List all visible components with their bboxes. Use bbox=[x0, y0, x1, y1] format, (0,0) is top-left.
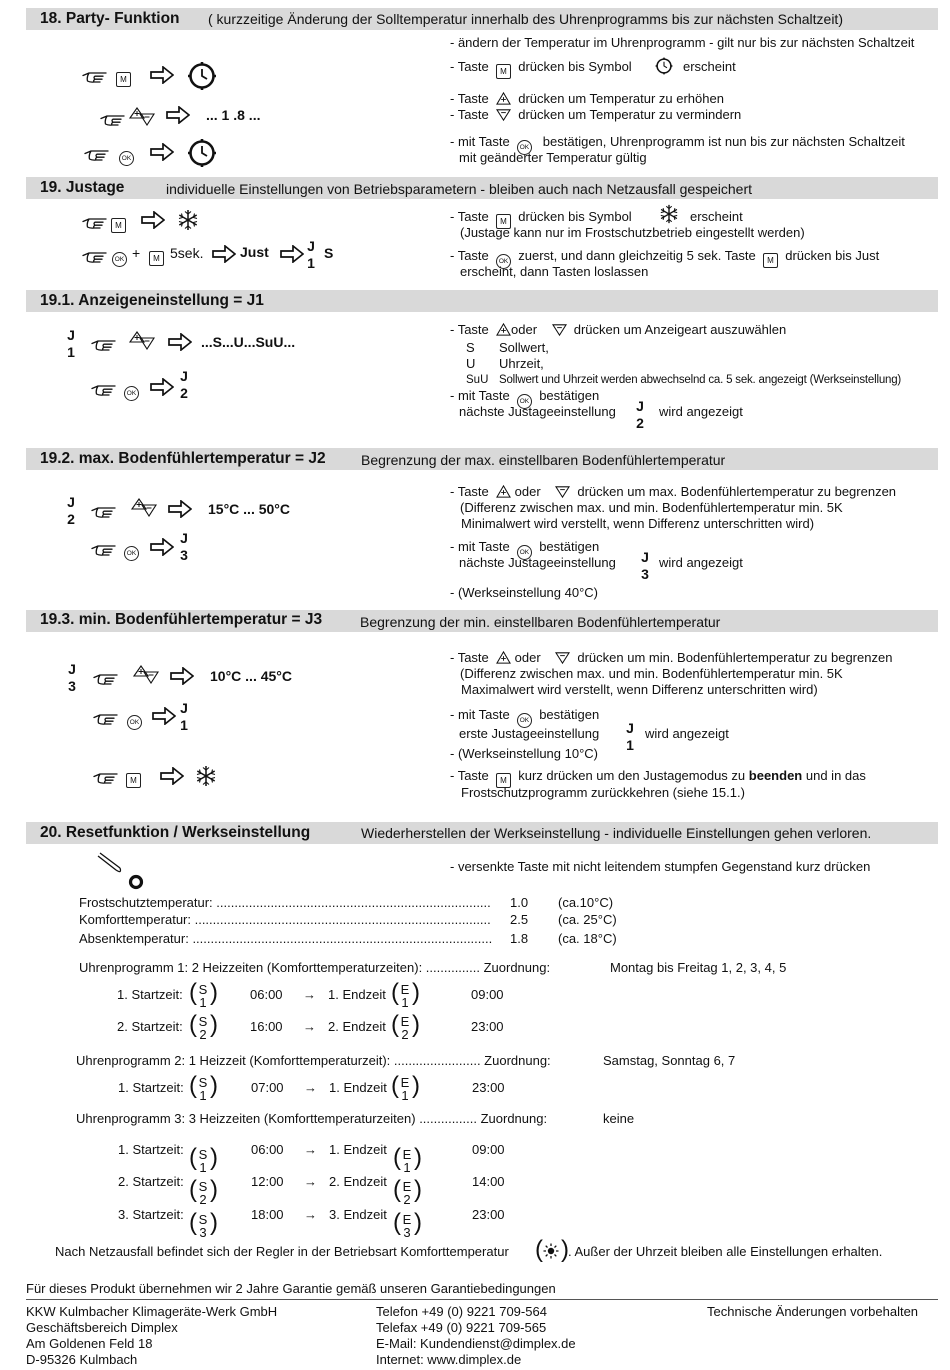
end-label: 1. Endzeit bbox=[329, 1080, 387, 1095]
display-j-number: 2 bbox=[180, 385, 188, 401]
up-down-keys-icon bbox=[128, 330, 156, 350]
paren-left: ( bbox=[391, 1072, 399, 1099]
paren-right: ) bbox=[412, 979, 420, 1006]
start-label: 1. Startzeit: bbox=[117, 987, 183, 1002]
instruction-text: wird angezeigt bbox=[659, 555, 743, 570]
mode-key-icon: M bbox=[496, 773, 511, 788]
display-j-number: 2 bbox=[67, 511, 75, 527]
instruction-text: erscheint bbox=[690, 209, 743, 224]
section-description: Wiederherstellen der Werkseinstellung - individuelle Einstellungen gehen verloren. bbox=[361, 825, 872, 841]
display-j-number: 1 bbox=[626, 737, 634, 753]
arrow-right-icon bbox=[150, 143, 174, 161]
up-down-keys-icon bbox=[130, 497, 158, 517]
display-value: ... 1 .8 ... bbox=[206, 107, 261, 123]
instruction-line: - (Werkseinstellung 40°C) bbox=[450, 585, 599, 600]
power-failure-note: . Außer der Uhrzeit bleiben alle Einstellungen erhalten. bbox=[568, 1244, 883, 1259]
end-label: 1. Endzeit bbox=[328, 987, 386, 1002]
option-key: U bbox=[466, 356, 476, 371]
display-j: J bbox=[636, 398, 644, 414]
instruction-line: - mit Taste OK bestätigen bbox=[450, 707, 599, 728]
hand-press-icon bbox=[91, 540, 117, 556]
ok-key-icon: OK bbox=[517, 545, 532, 560]
fax: Telefax +49 (0) 9221 709-565 bbox=[376, 1320, 547, 1335]
ok-key-icon: OK bbox=[517, 713, 532, 728]
arrow-right-icon bbox=[160, 767, 184, 785]
snowflake-icon bbox=[177, 209, 199, 231]
mode-key-icon: M bbox=[111, 213, 126, 233]
end-symbol-letter: E bbox=[402, 1179, 412, 1194]
hand-press-icon bbox=[91, 502, 117, 518]
instruction-line: (Justage kann nur im Frostschutzbetrieb eingestellt werden) bbox=[460, 225, 805, 240]
email[interactable]: E-Mail: Kundendienst@dimplex.de bbox=[376, 1336, 576, 1351]
display-j-number: 3 bbox=[180, 547, 188, 563]
plus-sign: + bbox=[132, 245, 141, 261]
arrow-right-icon bbox=[150, 66, 174, 84]
temp-label: Frostschutztemperatur: ............................................................................ bbox=[79, 895, 491, 910]
instruction-line: - mit Taste OK bestätigen, Uhrenprogramm ist nun bis zur nächsten Schaltzeit bbox=[450, 134, 905, 155]
instruction-line: - ändern der Temperatur im Uhrenprogramm - gilt nur bis zur nächsten Schaltzeit bbox=[450, 35, 915, 50]
instruction-line: - Taste M drücken bis Symbol bbox=[450, 59, 632, 79]
paren-right: ) bbox=[412, 1072, 420, 1099]
instruction-line: - Taste M kurz drücken um den Justagemodus zu beenden und in das bbox=[450, 768, 866, 788]
arrow-glyph: → bbox=[304, 1080, 317, 1095]
section-title: 19.1. Anzeigeneinstellung = J1 bbox=[40, 292, 264, 309]
option-value: Sollwert, bbox=[499, 340, 549, 355]
section-description: Begrenzung der min. einstellbaren Bodenfühlertemperatur bbox=[360, 614, 721, 630]
hand-press-icon bbox=[93, 669, 119, 685]
start-symbol-letter: S bbox=[198, 1147, 208, 1162]
paren-left: ( bbox=[535, 1236, 543, 1263]
footer-address bbox=[26, 1304, 277, 1368]
ok-key-icon: OK bbox=[119, 145, 134, 166]
instruction-text: nächste Justageeinstellung bbox=[459, 404, 616, 419]
snowflake-icon bbox=[195, 765, 217, 787]
end-label: 2. Endzeit bbox=[329, 1174, 387, 1189]
end-label: 2. Endzeit bbox=[328, 1019, 386, 1034]
reset-pin-icon bbox=[94, 852, 150, 894]
section-title: 20. Resetfunktion / Werkseinstellung bbox=[40, 824, 311, 841]
phone: Telefon +49 (0) 9221 709-564 bbox=[376, 1304, 547, 1319]
mode-key-icon: M bbox=[116, 67, 131, 87]
start-symbol-number: 1 bbox=[199, 995, 207, 1010]
paren-left: ( bbox=[393, 1144, 401, 1171]
arrow-glyph: → bbox=[303, 1019, 316, 1034]
clock-icon bbox=[655, 57, 673, 75]
instruction-line: mit geänderter Temperatur gültig bbox=[459, 150, 647, 165]
end-time: 23:00 bbox=[472, 1080, 505, 1095]
display-j: J bbox=[67, 327, 75, 343]
instruction-line: (Differenz zwischen max. und min. Bodenfühlertemperatur min. 5K bbox=[460, 666, 843, 681]
paren-right: ) bbox=[210, 1209, 218, 1236]
temp-approx: (ca.10°C) bbox=[558, 895, 614, 910]
mode-key-icon: M bbox=[496, 214, 511, 229]
instruction-line: - Taste drücken um Temperatur zu vermindern bbox=[450, 107, 742, 122]
up-down-keys-icon bbox=[132, 664, 160, 684]
temp-label: Absenktemperatur: ................................................................................... bbox=[79, 931, 493, 946]
end-symbol-number: 1 bbox=[401, 1088, 409, 1103]
paren-right: ) bbox=[210, 1176, 218, 1203]
start-label: 1. Startzeit: bbox=[118, 1080, 184, 1095]
temp-approx: (ca. 25°C) bbox=[558, 912, 617, 927]
start-label: 1. Startzeit: bbox=[118, 1142, 184, 1157]
minus-key-icon bbox=[555, 650, 570, 665]
end-time: 14:00 bbox=[472, 1174, 505, 1189]
end-time: 23:00 bbox=[471, 1019, 504, 1034]
section-title: 19.3. min. Bodenfühlertemperatur = J3 bbox=[40, 611, 323, 628]
display-j-number: 3 bbox=[641, 566, 649, 582]
instruction-line: (Differenz zwischen max. und min. Bodenfühlertemperatur min. 5K bbox=[460, 500, 843, 515]
instruction-text: wird angezeigt bbox=[645, 726, 729, 741]
instruction-line: - mit Taste OK bestätigen bbox=[450, 388, 599, 409]
warranty-text: Für dieses Produkt übernehmen wir 2 Jahre Garantie gemäß unseren Garantiebedingungen bbox=[26, 1281, 556, 1296]
start-symbol-number: 2 bbox=[199, 1027, 207, 1042]
hand-press-icon bbox=[93, 709, 119, 725]
display-value: 10°C ... 45°C bbox=[210, 668, 293, 684]
hand-press-icon bbox=[91, 335, 117, 351]
display-j: J bbox=[626, 720, 634, 736]
plus-key-icon bbox=[496, 322, 511, 337]
address-line: Geschäftsbereich Dimplex bbox=[26, 1320, 178, 1335]
paren-right: ) bbox=[414, 1209, 422, 1236]
arrow-right-icon bbox=[212, 245, 236, 263]
paren-left: ( bbox=[189, 1011, 197, 1038]
address-line: D-95326 Kulmbach bbox=[26, 1352, 138, 1367]
arrow-glyph: → bbox=[303, 987, 316, 1002]
section-title: 19.2. max. Bodenfühlertemperatur = J2 bbox=[40, 450, 326, 467]
section-title: 18. Party- Funktion bbox=[40, 10, 180, 27]
end-time: 23:00 bbox=[472, 1207, 505, 1222]
arrow-right-icon bbox=[152, 707, 176, 725]
paren-left: ( bbox=[189, 979, 197, 1006]
paren-left: ( bbox=[393, 1209, 401, 1236]
start-symbol-letter: S bbox=[198, 1179, 208, 1194]
option-value: Uhrzeit, bbox=[499, 356, 544, 371]
mode-key-icon: M bbox=[496, 64, 511, 79]
instruction-line: - Taste oder drücken um min. Bodenfühlertemperatur zu begrenzen bbox=[450, 650, 893, 665]
instruction-line: - versenkte Taste mit nicht leitendem stumpfen Gegenstand kurz drücken bbox=[450, 859, 871, 874]
address-line: Am Goldenen Feld 18 bbox=[26, 1336, 153, 1351]
paren-left: ( bbox=[189, 1209, 197, 1236]
end-time: 09:00 bbox=[471, 987, 504, 1002]
end-label: 3. Endzeit bbox=[329, 1207, 387, 1222]
paren-right: ) bbox=[210, 979, 218, 1006]
end-symbol-number: 1 bbox=[401, 995, 409, 1010]
section-description: ( kurzzeitige Änderung der Solltemperatur innerhalb des Uhrenprogramms bis zur nächsten Schaltzeit) bbox=[208, 11, 843, 27]
hand-press-icon bbox=[93, 768, 119, 784]
end-symbol-number: 2 bbox=[401, 1027, 409, 1042]
arrow-right-icon bbox=[150, 378, 174, 396]
mode-key-icon: M bbox=[126, 768, 141, 788]
end-symbol-letter: E bbox=[400, 1014, 410, 1029]
start-symbol-letter: S bbox=[198, 1212, 208, 1227]
plus-key-icon bbox=[496, 91, 511, 106]
plus-key-icon bbox=[496, 484, 511, 499]
arrow-glyph: → bbox=[304, 1207, 317, 1222]
instruction-text: erste Justageeinstellung bbox=[459, 726, 600, 741]
display-j: J bbox=[641, 549, 649, 565]
instruction-line: Maximalwert wird verstellt, wenn Differenz unterschritten wird) bbox=[461, 682, 818, 697]
instruction-line: - Taste OK zuerst, und dann gleichzeitig 5 sek. Taste M drücken bis Just bbox=[450, 248, 879, 269]
end-symbol-letter: E bbox=[402, 1147, 412, 1162]
ok-key-icon: OK bbox=[517, 394, 532, 409]
start-time: 18:00 bbox=[251, 1207, 284, 1222]
paren-left: ( bbox=[391, 1011, 399, 1038]
paren-right: ) bbox=[210, 1144, 218, 1171]
display-j: J bbox=[307, 238, 315, 254]
paren-right: ) bbox=[210, 1072, 218, 1099]
start-symbol-letter: S bbox=[198, 1075, 208, 1090]
display-just: Just bbox=[240, 244, 269, 260]
plus-key-icon bbox=[496, 650, 511, 665]
footer-divider bbox=[26, 1299, 938, 1300]
option-key: SuU bbox=[466, 374, 489, 386]
mode-key-icon: M bbox=[763, 253, 778, 268]
instruction-text: erscheint bbox=[683, 59, 736, 74]
start-label: 3. Startzeit: bbox=[118, 1207, 184, 1222]
display-j-number: 1 bbox=[180, 717, 188, 733]
instruction-line: - (Werkseinstellung 10°C) bbox=[450, 746, 599, 761]
arrow-glyph: → bbox=[304, 1174, 317, 1189]
paren-right: ) bbox=[412, 1011, 420, 1038]
display-s: S bbox=[324, 245, 334, 261]
paren-right: ) bbox=[561, 1236, 569, 1263]
display-j: J bbox=[68, 661, 76, 677]
start-symbol-number: 2 bbox=[199, 1192, 207, 1207]
end-symbol-number: 3 bbox=[403, 1225, 411, 1240]
instruction-line: - mit Taste OK bestätigen bbox=[450, 539, 599, 560]
program-assignment: Montag bis Freitag 1, 2, 3, 4, 5 bbox=[610, 960, 787, 975]
start-symbol-number: 3 bbox=[199, 1225, 207, 1240]
minus-key-icon bbox=[555, 484, 570, 499]
start-label: 2. Startzeit: bbox=[117, 1019, 183, 1034]
instruction-text: nächste Justageeinstellung bbox=[459, 555, 616, 570]
sun-icon bbox=[543, 1243, 559, 1259]
display-j-number: 2 bbox=[636, 415, 644, 431]
instruction-line: - Taste oder drücken um Anzeigeart auszuwählen bbox=[450, 322, 787, 337]
hand-press-icon bbox=[82, 213, 108, 229]
section-description: individuelle Einstellungen von Betriebsparametern - bleiben auch nach Netzausfall gespeichert bbox=[166, 181, 753, 197]
paren-left: ( bbox=[189, 1144, 197, 1171]
program-assignment: Samstag, Sonntag 6, 7 bbox=[603, 1053, 736, 1068]
instruction-line: - Taste oder drücken um max. Bodenfühlertemperatur zu begrenzen bbox=[450, 484, 897, 499]
arrow-right-icon bbox=[168, 333, 192, 351]
hand-press-icon bbox=[82, 67, 108, 83]
clock-icon bbox=[187, 138, 217, 168]
temp-value: 1.0 bbox=[510, 895, 529, 910]
instruction-line: - Taste M drücken bis Symbol bbox=[450, 209, 632, 229]
arrow-right-icon bbox=[280, 245, 304, 263]
arrow-right-icon bbox=[141, 211, 165, 229]
instruction-line: Frostschutzprogramm zurückkehren (siehe 15.1.) bbox=[461, 785, 745, 800]
website[interactable]: Internet: www.dimplex.de bbox=[376, 1352, 522, 1367]
paren-right: ) bbox=[210, 1011, 218, 1038]
ok-key-icon: OK bbox=[124, 380, 139, 401]
paren-left: ( bbox=[393, 1176, 401, 1203]
option-key: S bbox=[466, 340, 475, 355]
hand-press-icon bbox=[82, 247, 108, 263]
temp-approx: (ca. 18°C) bbox=[558, 931, 617, 946]
up-down-keys-icon bbox=[128, 106, 156, 126]
duration-label: 5sek. bbox=[170, 245, 204, 261]
hand-press-icon bbox=[91, 380, 117, 396]
paren-right: ) bbox=[414, 1144, 422, 1171]
display-j: J bbox=[67, 494, 75, 510]
temp-value: 2.5 bbox=[510, 912, 529, 927]
hand-press-icon bbox=[100, 110, 126, 126]
instruction-line: erscheint, dann Tasten loslassen bbox=[460, 264, 649, 279]
start-symbol-letter: S bbox=[198, 982, 208, 997]
address-line: KKW Kulmbacher Klimageräte-Werk GmbH bbox=[26, 1304, 278, 1319]
program-heading: Uhrenprogramm 2: 1 Heizzeit (Komforttemperaturzeit): ........................ Zuordnung: bbox=[76, 1053, 551, 1068]
instruction-text: wird angezeigt bbox=[659, 404, 743, 419]
display-j-number: 3 bbox=[68, 678, 76, 694]
arrow-right-icon bbox=[170, 667, 194, 685]
start-time: 12:00 bbox=[251, 1174, 284, 1189]
instruction-line: - Taste drücken um Temperatur zu erhöhen bbox=[450, 91, 724, 106]
section-title: 19. Justage bbox=[40, 179, 125, 196]
instruction-line: Minimalwert wird verstellt, wenn Differenz unterschritten wird) bbox=[461, 516, 815, 531]
program-assignment: keine bbox=[603, 1111, 635, 1126]
option-value: Sollwert und Uhrzeit werden abwechselnd ca. 5 sek. angezeigt (Werkseinstellung) bbox=[499, 374, 902, 386]
start-label: 2. Startzeit: bbox=[118, 1174, 184, 1189]
ok-key-icon: OK bbox=[112, 246, 127, 267]
display-j-number: 1 bbox=[307, 255, 315, 271]
arrow-right-icon bbox=[166, 106, 190, 124]
mode-key-icon: M bbox=[149, 246, 164, 266]
arrow-right-icon bbox=[150, 538, 174, 556]
ok-key-icon: OK bbox=[124, 540, 139, 561]
temp-label: Komforttemperatur: .................................................................................. bbox=[79, 912, 491, 927]
program-heading: Uhrenprogramm 3: 3 Heizzeiten (Komforttemperaturzeiten) ................ Zuordnung: bbox=[76, 1111, 548, 1126]
start-time: 06:00 bbox=[251, 1142, 284, 1157]
end-label: 1. Endzeit bbox=[329, 1142, 387, 1157]
start-symbol-number: 1 bbox=[199, 1160, 207, 1175]
paren-left: ( bbox=[391, 979, 399, 1006]
power-failure-note: Nach Netzausfall befindet sich der Regler in der Betriebsart Komforttemperatur bbox=[55, 1244, 509, 1259]
ok-key-icon: OK bbox=[517, 140, 532, 155]
arrow-right-icon bbox=[168, 500, 192, 518]
footer-contact bbox=[376, 1304, 576, 1368]
paren-left: ( bbox=[189, 1176, 197, 1203]
start-symbol-number: 1 bbox=[199, 1088, 207, 1103]
snowflake-icon bbox=[659, 204, 679, 224]
display-value: ...S...U...SuU... bbox=[201, 334, 296, 350]
ok-key-icon: OK bbox=[127, 709, 142, 730]
start-time: 06:00 bbox=[250, 987, 283, 1002]
end-symbol-number: 2 bbox=[403, 1192, 411, 1207]
display-j: J bbox=[180, 700, 188, 716]
paren-right: ) bbox=[414, 1176, 422, 1203]
ok-key-icon: OK bbox=[496, 254, 511, 269]
start-time: 07:00 bbox=[251, 1080, 284, 1095]
program-heading: Uhrenprogramm 1: 2 Heizzeiten (Komforttemperaturzeiten): ............... Zuordnung: bbox=[79, 960, 551, 975]
arrow-glyph: → bbox=[304, 1142, 317, 1157]
display-j: J bbox=[180, 530, 188, 546]
minus-key-icon bbox=[496, 107, 511, 122]
end-symbol-letter: E bbox=[400, 982, 410, 997]
start-time: 16:00 bbox=[250, 1019, 283, 1034]
display-j-number: 1 bbox=[67, 344, 75, 360]
legal-note: Technische Änderungen vorbehalten bbox=[707, 1304, 919, 1319]
paren-left: ( bbox=[189, 1072, 197, 1099]
end-symbol-letter: E bbox=[402, 1212, 412, 1227]
temp-value: 1.8 bbox=[510, 931, 529, 946]
end-symbol-number: 1 bbox=[403, 1160, 411, 1175]
minus-key-icon bbox=[552, 322, 567, 337]
hand-press-icon bbox=[84, 145, 110, 161]
section-description: Begrenzung der max. einstellbaren Bodenfühlertemperatur bbox=[361, 452, 726, 468]
end-time: 09:00 bbox=[472, 1142, 505, 1157]
display-j: J bbox=[180, 368, 188, 384]
clock-icon bbox=[187, 61, 217, 91]
start-symbol-letter: S bbox=[198, 1014, 208, 1029]
end-symbol-letter: E bbox=[400, 1075, 410, 1090]
display-value: 15°C ... 50°C bbox=[208, 501, 291, 517]
